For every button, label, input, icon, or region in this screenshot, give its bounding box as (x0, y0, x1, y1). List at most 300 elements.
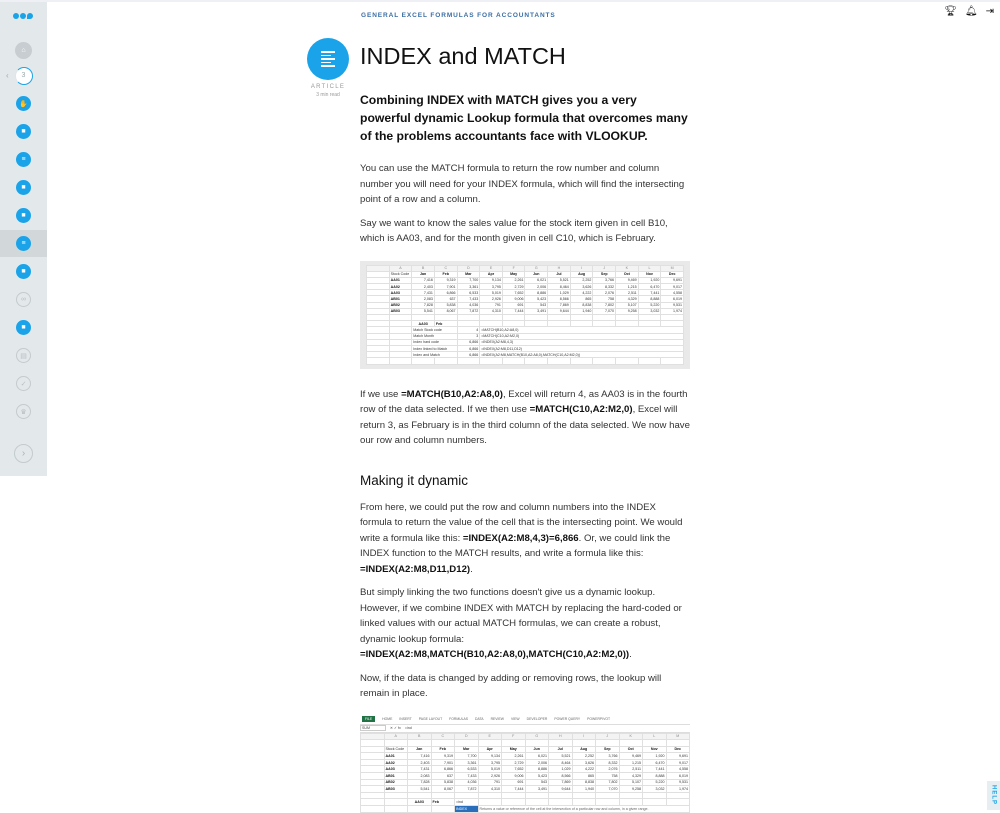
sheet-cell: 791 (478, 779, 502, 786)
sheet-cell: 8,566 (548, 296, 571, 302)
sheet-cell: Match Stock code (412, 327, 457, 333)
video-icon: ■ (16, 320, 31, 335)
sheet-cell: AB01 (389, 296, 412, 302)
sheet-cell (361, 792, 385, 799)
sheet-cell: 6,533 (455, 766, 479, 773)
ribbon-tab: POWER QUERY (554, 716, 581, 721)
sheet-cell (643, 792, 667, 799)
sheet-cell: B (408, 733, 432, 740)
sheet-cell: 3,491 (525, 786, 549, 793)
sheet-cell: I (572, 733, 596, 740)
sheet-cell: 9,469 (619, 753, 643, 760)
bell-icon[interactable]: 🔔︎ (964, 6, 978, 17)
sheet-cell: 1,920 (638, 277, 661, 283)
sidebar-item[interactable] (0, 202, 47, 229)
sheet-cell: 3,032 (643, 786, 667, 793)
sheet-cell: Index and Match (412, 352, 457, 358)
sheet-cell (389, 358, 412, 364)
sheet-cell: 7,652 (502, 766, 526, 773)
sheet-cell (666, 799, 690, 806)
sheet-cell: 5,220 (638, 302, 661, 308)
logo[interactable] (13, 13, 33, 19)
sheet-cell: 4,222 (572, 766, 596, 773)
sheet-cell (619, 799, 643, 806)
sheet-cell (549, 799, 573, 806)
sheet-cell: A (384, 733, 408, 740)
video-icon: ■ (16, 264, 31, 279)
sheet-cell: 2,926 (480, 296, 503, 302)
video-icon: ■ (16, 208, 31, 223)
sheet-cell: 5,521 (548, 277, 571, 283)
text: , Excel will return 3, as February is in the third column of the data selected. We now have our row and column numbers. (360, 404, 690, 446)
sheet-cell: Index linked to Match (412, 345, 457, 351)
sheet-cell: 6,866 (457, 345, 480, 351)
sheet-cell: Sep (596, 746, 620, 753)
sheet-cell: 6,533 (457, 290, 480, 296)
sheet-cell: 5,107 (616, 302, 639, 308)
article-icon: ≡ (16, 152, 31, 167)
formula-text: =MATCH(C10,A2:M2,0) (529, 404, 633, 415)
sheet-cell: 5,423 (525, 773, 549, 780)
sidebar-item[interactable] (0, 314, 47, 341)
sheet-cell: 691 (502, 779, 526, 786)
sheet-cell (548, 358, 571, 364)
sheet-cell: 7,700 (457, 277, 480, 283)
sheet-cell (361, 806, 385, 813)
sheet-cell: 2,403 (412, 284, 435, 290)
sheet-cell: J (596, 733, 620, 740)
sheet-cell: 7,433 (457, 296, 480, 302)
sheet-cell: 5,019 (480, 290, 503, 296)
sheet-cell: AB01 (384, 773, 408, 780)
sheet-cell (408, 806, 432, 813)
sheet-cell: 9,691 (666, 753, 690, 760)
sheet-cell: AB02 (384, 779, 408, 786)
sheet-cell (525, 792, 549, 799)
sheet-cell: Apr (480, 271, 503, 277)
sheet-cell: 9,258 (619, 786, 643, 793)
sheet-cell: J (593, 265, 616, 271)
sheet-cell (361, 766, 385, 773)
sheet-cell: 4,310 (480, 308, 503, 314)
sheet-cell: 5,838 (434, 302, 457, 308)
sheet-cell: Apr (478, 746, 502, 753)
sheet-cell: 2,006 (525, 759, 549, 766)
sheet-cell: 1,029 (548, 290, 571, 296)
sheet-cell: 8,888 (638, 296, 661, 302)
formula-text: =MATCH(B10,A2:A8,0) (401, 388, 503, 400)
sheet-cell: F (502, 265, 525, 271)
sheet-cell: 6,021 (525, 277, 548, 283)
sheet-cell: 7,802 (593, 302, 616, 308)
sheet-cell: Sep (593, 271, 616, 277)
group-icon: ∞ (16, 292, 31, 307)
sheet-cell: 7,901 (431, 759, 455, 766)
sheet-cell: K (619, 733, 643, 740)
sheet-cell: F (502, 733, 526, 740)
sheet-cell: =ind (455, 799, 479, 806)
article-icon (307, 38, 349, 80)
sheet-cell: 3,626 (570, 284, 593, 290)
sheet-cell: Mar (455, 746, 479, 753)
sheet-cell (502, 792, 526, 799)
sheet-cell: 9,531 (666, 779, 690, 786)
sheet-cell: 543 (525, 779, 549, 786)
sidebar-item[interactable] (0, 370, 47, 397)
sheet-cell: 3,795 (480, 284, 503, 290)
sheet-cell: 3,626 (572, 759, 596, 766)
sheet-cell (408, 740, 432, 747)
sheet-cell: AB03 (389, 308, 412, 314)
article-icon: ≡ (16, 236, 31, 251)
sheet-cell: 9,644 (549, 786, 573, 793)
ribbon-tab: VIEW (510, 716, 520, 721)
sheet-cell: 7,416 (408, 753, 432, 760)
sheet-cell (361, 773, 385, 780)
article-body (360, 91, 690, 813)
sheet-cell: 8,838 (570, 302, 593, 308)
ribbon-tab: FILE (362, 716, 375, 722)
sheet-cell: INDEX (455, 806, 479, 813)
sheet-cell: Jun (525, 746, 549, 753)
sheet-cell: 9,531 (661, 302, 684, 308)
sidebar-item[interactable] (0, 230, 47, 257)
sheet-cell: Jul (549, 746, 573, 753)
sheet-cell: Feb (431, 746, 455, 753)
help-tab[interactable]: HELP (987, 781, 1000, 810)
sheet-cell (431, 740, 455, 747)
sheet-cell: 7,901 (434, 284, 457, 290)
sheet-cell: 9,258 (616, 308, 639, 314)
ribbon-tab: DATA (475, 716, 484, 721)
formula-text: =INDEX(A2:M8,4,3)=6,866 (462, 532, 579, 544)
sheet-cell (361, 786, 385, 793)
sheet-cell (596, 740, 620, 747)
sheet-cell: 7,700 (455, 753, 479, 760)
sheet-cell (478, 740, 502, 747)
sheet-cell: 3,766 (596, 753, 620, 760)
formula-bar-icons: ✕ ✓ fx (390, 726, 401, 730)
sheet-cell: 9,006 (502, 296, 525, 302)
sheet-cell: 791 (480, 302, 503, 308)
excel-ribbon (360, 714, 690, 724)
sheet-cell: 5,107 (619, 779, 643, 786)
article-lead: Combining INDEX with MATCH gives you a very powerful dynamic Lookup formula that overcomes many of the problems accountants face with VLOOKUP. (360, 93, 688, 143)
sheet-cell: 7,828 (408, 779, 432, 786)
sheet-cell (570, 358, 593, 364)
sheet-cell (643, 799, 667, 806)
sheet-cell: Feb (431, 799, 455, 806)
sheet-cell: 2,261 (502, 277, 525, 283)
ribbon-tab: REVIEW (490, 716, 504, 721)
video-icon: ■ (16, 180, 31, 195)
sheet-cell: AA02 (389, 284, 412, 290)
sheet-cell: 865 (572, 773, 596, 780)
sidebar-item[interactable] (0, 286, 47, 313)
sheet-cell: 2,926 (478, 773, 502, 780)
sheet-cell: G (525, 265, 548, 271)
sheet-cell (455, 740, 479, 747)
sheet-cell (361, 740, 385, 747)
sheet-cell: C (431, 733, 455, 740)
sheet-cell: Mar (457, 271, 480, 277)
sheet-cell: 3,491 (525, 308, 548, 314)
sidebar-item[interactable] (0, 174, 47, 201)
sheet-cell: 7,828 (412, 302, 435, 308)
sheet-cell (384, 740, 408, 747)
sidebar-item[interactable] (0, 118, 47, 145)
sheet-cell: Feb (434, 321, 457, 327)
logout-icon[interactable]: ⇥ (985, 6, 994, 17)
breadcrumb[interactable]: GENERAL EXCEL FORMULAS FOR ACCOUNTANTS (361, 12, 556, 19)
sheet-cell: Nov (643, 746, 667, 753)
ribbon-tab: PAGE LAYOUT (418, 716, 443, 721)
sheet-cell (384, 799, 408, 806)
sheet-cell: 7,070 (596, 786, 620, 793)
sheet-cell (361, 733, 385, 740)
sheet-cell: Dec (661, 271, 684, 277)
sheet-cell: 6,866 (434, 290, 457, 296)
sheet-cell (638, 358, 661, 364)
header-icons (944, 6, 994, 17)
sheet-cell (596, 792, 620, 799)
check-icon: ✓ (16, 376, 31, 391)
sheet-cell (434, 358, 457, 364)
sheet-cell: 5,521 (549, 753, 573, 760)
sheet-cell: 9,319 (431, 753, 455, 760)
sheet-cell: H (549, 733, 573, 740)
progress-indicator[interactable] (0, 62, 47, 89)
sheet-cell: 6,019 (666, 773, 690, 780)
sheet-cell: 8,838 (572, 779, 596, 786)
sheet-cell: 9,469 (616, 277, 639, 283)
sheet-cell (502, 799, 526, 806)
sheet-cell: 2,511 (619, 766, 643, 773)
sheet-cell: 9,319 (434, 277, 457, 283)
sheet-cell (480, 358, 503, 364)
sheet-cell: AA03 (389, 290, 412, 296)
sheet-cell: 5,220 (643, 779, 667, 786)
sheet-cell: =MATCH(C10,A2:M2,0) (480, 333, 684, 339)
sheet-cell (572, 792, 596, 799)
sheet-cell: 9,017 (666, 759, 690, 766)
sheet-cell: 4,036 (455, 779, 479, 786)
trophy-icon: ♛ (16, 404, 31, 419)
sheet-cell (361, 799, 385, 806)
text: If we use (360, 388, 402, 400)
sheet-cell: =INDEX(A2:M8,4,3) (480, 339, 684, 345)
sheet-cell: 7,416 (412, 277, 435, 283)
paragraph (360, 500, 690, 578)
sheet-cell: Jun (525, 271, 548, 277)
sheet-cell: 8,464 (548, 284, 571, 290)
sheet-cell (384, 806, 408, 813)
sheet-cell (549, 792, 573, 799)
sheet-cell (525, 799, 549, 806)
trophy-icon[interactable]: 🏆︎ (944, 6, 957, 17)
page-title: INDEX and MATCH (360, 43, 566, 69)
sheet-cell (666, 792, 690, 799)
sidebar-item[interactable] (0, 342, 47, 369)
sheet-cell: 3,032 (638, 308, 661, 314)
sheet-cell: 758 (593, 296, 616, 302)
sheet-cell (431, 792, 455, 799)
sheet-cell (619, 792, 643, 799)
sheet-cell: Jul (548, 271, 571, 277)
sheet-cell: Oct (619, 746, 643, 753)
sheet-cell (643, 740, 667, 747)
sheet-cell: 1,029 (549, 766, 573, 773)
sheet-cell: D (455, 733, 479, 740)
sheet-cell: 2,076 (596, 766, 620, 773)
sheet-cell (572, 740, 596, 747)
sheet-cell: 7,433 (455, 773, 479, 780)
sheet-cell: 7,872 (457, 308, 480, 314)
sheet-cell: A (389, 265, 412, 271)
sheet-cell: 1,215 (616, 284, 639, 290)
sheet-cell: 2,729 (502, 759, 526, 766)
sheet-cell (361, 779, 385, 786)
sheet-cell (525, 740, 549, 747)
text: From here, we could put the row and column numbers into the INDEX formula to return the value of the cell that is the intersecting point. We would write a formula like this: (360, 501, 683, 544)
sheet-cell: =INDEX(A2:M8,D11,D12) (480, 345, 684, 351)
sheet-cell: D (457, 265, 480, 271)
sidebar-item[interactable] (0, 398, 47, 425)
sheet-cell: 2,083 (408, 773, 432, 780)
sheet-cell: Dec (666, 746, 690, 753)
sheet-cell: 8,332 (596, 759, 620, 766)
spreadsheet-image-1 (360, 261, 690, 369)
sheet-cell: 5,019 (478, 766, 502, 773)
sheet-cell: 7,444 (502, 786, 526, 793)
sheet-cell (457, 358, 480, 364)
sheet-cell: 5,541 (408, 786, 432, 793)
sheet-cell: 9,006 (502, 773, 526, 780)
sheet-cell: =MATCH(B10,A2:A8,0) (480, 327, 684, 333)
sheet-cell: E (478, 733, 502, 740)
sheet-cell (661, 358, 684, 364)
formula-text: =INDEX(A2:M8,MATCH(B10,A2:A8,0),MATCH(C10,A2:M2,0)) (360, 649, 630, 660)
sheet-cell: 2,403 (408, 759, 432, 766)
sheet-cell: 2,511 (616, 290, 639, 296)
sheet-cell: 2,729 (502, 284, 525, 290)
sheet-cell: 2,006 (525, 284, 548, 290)
sheet-cell (455, 792, 479, 799)
home-button[interactable] (0, 37, 47, 64)
sheet-cell: 8,888 (643, 773, 667, 780)
sheet-cell: Feb (434, 271, 457, 277)
sheet-cell: 9,134 (480, 277, 503, 283)
text: But simply linking the two functions doesn't give us a dynamic lookup. However, if we combine INDEX with MATCH by replacing the hard-coded or linked values with our actual MATCH formulas, we can create a robust, dynamic lookup formula: (360, 587, 682, 645)
section-heading: Making it dynamic (360, 472, 469, 488)
sheet-cell: 637 (434, 296, 457, 302)
sidebar-item[interactable] (0, 90, 47, 117)
sheet-cell: 4,036 (457, 302, 480, 308)
paragraph: You can use the MATCH formula to return the row number and column number you will need for your INDEX formula, which will find the intersecting point of a row and a column. (360, 163, 685, 205)
sheet-cell: L (638, 265, 661, 271)
sheet-cell: K (616, 265, 639, 271)
sheet-cell: 8,886 (525, 766, 549, 773)
sheet-cell: AA03 (412, 321, 435, 327)
sheet-cell: 6,866 (457, 352, 480, 358)
sheet-cell: 5,423 (525, 296, 548, 302)
sheet-cell: 865 (570, 296, 593, 302)
sheet-cell: 7,441 (643, 766, 667, 773)
paragraph: Now, if the data is changed by adding or removing rows, the lookup will remain in place. (360, 672, 662, 699)
sheet-cell: 7,802 (596, 779, 620, 786)
content-type-label: ARTICLE (310, 84, 346, 90)
sheet-cell (478, 792, 502, 799)
sheet-cell: 9,134 (478, 753, 502, 760)
sheet-cell: C (434, 265, 457, 271)
person-icon: ✋ (16, 96, 31, 111)
sheet-cell: 8,067 (431, 786, 455, 793)
paragraph (360, 585, 690, 663)
sheet-cell: L (643, 733, 667, 740)
text: . (470, 563, 473, 575)
sheet-cell: 6,866 (431, 766, 455, 773)
sheet-cell: 8,464 (549, 759, 573, 766)
sheet-cell: Aug (570, 271, 593, 277)
sheet-cell (593, 358, 616, 364)
sidebar-item[interactable] (0, 146, 47, 173)
sheet-cell (549, 740, 573, 747)
sheet-cell: 4,558 (666, 766, 690, 773)
sheet-cell: 7,431 (412, 290, 435, 296)
sheet-cell: AA01 (384, 753, 408, 760)
sheet-cell (525, 358, 548, 364)
sheet-cell: AA01 (389, 277, 412, 283)
sheet-cell: 7,652 (502, 290, 525, 296)
course-sidebar (0, 2, 47, 476)
sidebar-item[interactable] (0, 258, 47, 285)
sheet-cell: 2,076 (593, 290, 616, 296)
sheet-cell: 6,470 (643, 759, 667, 766)
sheet-cell: 4,329 (619, 773, 643, 780)
formula-bar (360, 724, 690, 733)
sheet-cell: 1,940 (570, 308, 593, 314)
sheet-cell: 3 (457, 333, 480, 339)
sheet-cell (361, 753, 385, 760)
sheet-cell: =INDEX(A2:M8,MATCH(B10,A2:A8,0),MATCH(C10,A2:M2,0)) (480, 352, 684, 358)
sheet-cell: 1,974 (661, 308, 684, 314)
chevron-left-icon[interactable]: ‹ (6, 71, 9, 80)
sidebar-next-button[interactable] (0, 440, 47, 467)
sheet-cell: 2,252 (572, 753, 596, 760)
formula-input: =ind (404, 726, 412, 730)
sheet-cell (666, 740, 690, 747)
sheet-cell: Stock Code (389, 271, 412, 277)
sheet-cell: Nov (638, 271, 661, 277)
sheet-cell: 3,361 (457, 284, 480, 290)
ribbon-tab: DEVELOPER (526, 716, 548, 721)
sheet-cell: 6,866 (457, 339, 480, 345)
sheet-cell: G (525, 733, 549, 740)
sheet-cell (616, 358, 639, 364)
sheet-cell: M (661, 265, 684, 271)
sheet-cell: 691 (502, 302, 525, 308)
text: . Or, we could link the INDEX function to the MATCH results, and write a formula like this: (360, 532, 671, 559)
formula-text: =INDEX(A2:M8,D11,D12) (360, 563, 471, 575)
chevron-right-icon: › (14, 444, 33, 463)
sheet-cell (384, 792, 408, 799)
ribbon-tab: INSERT (399, 716, 412, 721)
sheet-cell: 2,083 (412, 296, 435, 302)
sheet-cell (596, 799, 620, 806)
sheet-cell: I (570, 265, 593, 271)
sheet-cell: AA02 (384, 759, 408, 766)
sheet-cell: 1,974 (666, 786, 690, 793)
